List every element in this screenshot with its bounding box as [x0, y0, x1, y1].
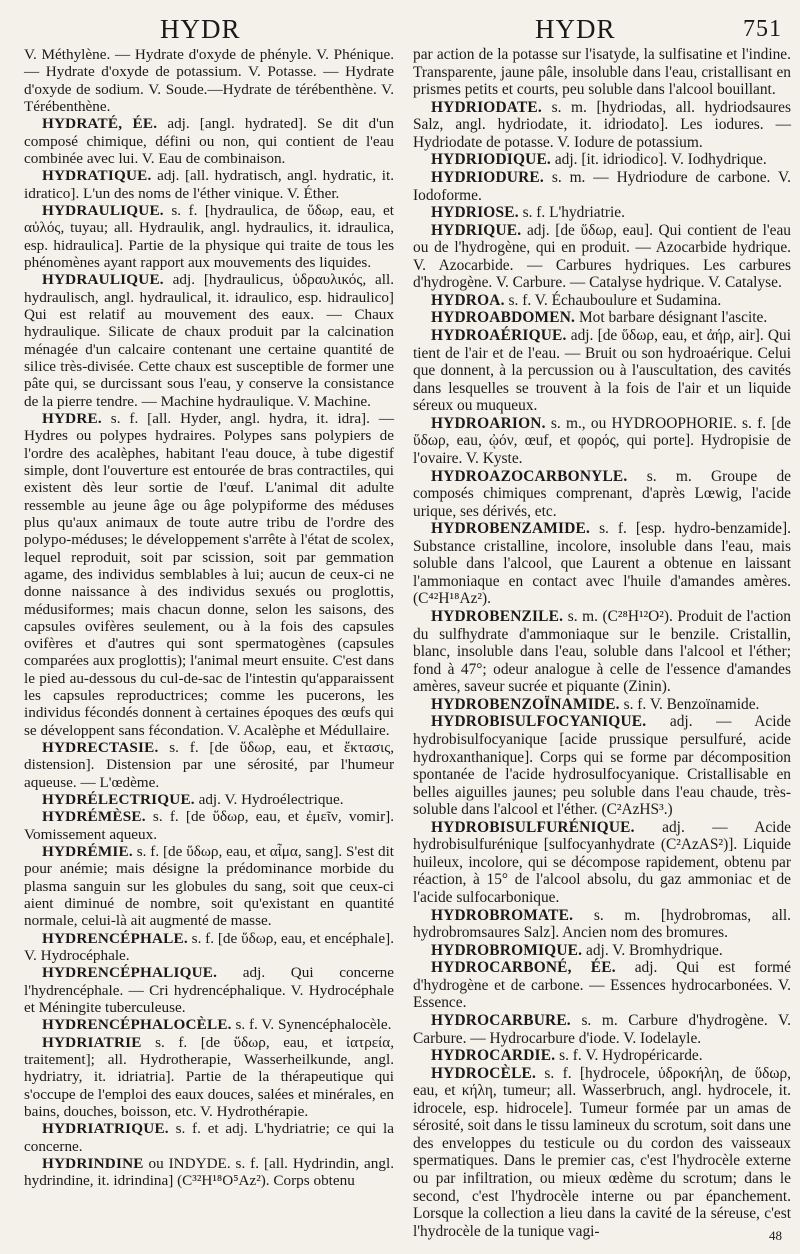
entry-definition: adj. Qui concerne l'hydrencéphale. — Cri hydrencéphalique. V. Hydrocéphale et Méningite tuberculeuse. [24, 964, 395, 1017]
entry-definition: adj. [de ὕδωρ, eau, et ἀήρ, air]. Qui tient de l'air et de l'eau. — Bruit ou son hydroaérique. Celui que donnent, à la percussion ou à l'auscultation, des cavités dans lesquelles se trouvent à la fois de l'air et un liquide séreux ou muqueux. [413, 327, 791, 415]
entry-definition: s. f. [hydraulica, de ὕδωρ, eau, et αὐλός, tuyau; all. Hydraulik, angl. hydraulics, it. idraulica, esp. hidraulica]. Partie de la physique qui traite de tous les phénomènes ayant rapport aux mouvements des liquides. [24, 201, 394, 271]
entry-headword: HYDRENCÉPHALIQUE. [42, 964, 218, 982]
entry-headword: HYDRIODIQUE. [431, 151, 551, 169]
entry-definition: s. m. (C²⁸H¹²O²). Produit de l'action du sulfhydrate d'ammoniaque sur le benzile. Cristallin, blanc, insoluble dans l'eau, soluble dans l'alcool et l'éther; fond à 47°; odeur analogue à celle de l'essence d'amandes amères, saveur sucrée et piquante (Zinin). [413, 608, 791, 696]
dictionary-entry [24, 1016, 394, 1033]
dictionary-entry [413, 1012, 791, 1047]
dictionary-entry [413, 907, 791, 942]
entry-headword: HYDRATÉ, ÉE. [42, 115, 158, 133]
dictionary-entry [24, 46, 394, 115]
entry-definition: s. f. [de ὕδωρ, eau, et encéphale]. V. Hydrocéphale. [24, 929, 394, 965]
entry-definition: s. m., ou HYDROOPHORIE. s. f. [de ὕδωρ, eau, ᾠόν, œuf, et φορός, qui porte]. Hydropisie de l'ovaire. V. Kyste. [413, 414, 791, 467]
entry-headword: HYDRECTASIE. [42, 739, 159, 757]
entry-definition: adj. V. Hydroélectrique. [198, 791, 344, 809]
entry-headword: HYDRAULIQUE. [42, 201, 164, 219]
entry-headword: HYDRÉMIE. [42, 843, 133, 861]
dictionary-entry [24, 202, 394, 271]
entry-definition: s. f. [de ὕδωρ, eau, et ἐμεῖν, vomir]. Vomissement aqueux. [24, 808, 394, 843]
entry-headword: HYDRE. [42, 409, 102, 427]
entry-definition: s. f. [de ὕδωρ, eau, et ἰατρεία, traitement]; all. Hydrotherapie, Wasserheilkunde, angl. hydriatry, it. idriatria]. Partie de la thérapeutique qui s'occupe de l'emploi des eaux douces, salées et minérales, en bains, douches, boisson, etc. V. Hydrothérapie. [24, 1033, 394, 1121]
entry-headword: HYDRIQUE. [431, 221, 522, 239]
dictionary-entry [413, 1065, 791, 1241]
entry-definition: adj. [it. idriodico]. V. Iodhydrique. [554, 151, 767, 169]
entry-definition: s. m. [hydrobromas, all. hydrobromsaures Salz]. Ancien nom des bromures. [413, 906, 791, 942]
dictionary-entry [413, 46, 791, 99]
entry-headword: HYDROAÉRIQUE. [431, 327, 567, 344]
entry-headword: HYDRINDINE [42, 1155, 144, 1172]
left-column [24, 46, 394, 1190]
entry-definition: adj. [all. hydratisch, angl. hydratic, it. idratico]. L'un des noms de l'éther vinique. V. Éther. [24, 167, 395, 202]
right-column [413, 46, 791, 1240]
entry-headword: HYDROABDOMEN. [431, 309, 576, 327]
running-head-right: HYDR [535, 14, 616, 44]
entry-definition: s. f. V. Hydropéricarde. [559, 1047, 703, 1065]
dictionary-entry [24, 808, 394, 843]
signature-mark: 48 [769, 1228, 782, 1243]
entry-definition: adj. — Acide hydrobisulfurénique [sulfocyanhydrate (C²AzAS²)]. Liquide huileux, incolore, qui se décompose rapidement, obtenu par réaction, à 15° de l'alcool absolu, du gaz ammoniac et de l'acide sulfocarbonique. [413, 818, 791, 906]
entry-headword: HYDROBROMATE. [431, 906, 574, 924]
entry-definition: s. f. [de ὕδωρ, eau, et αἷμα, sang]. S'est dit pour anémie; mais désigne la prédominance morbide du plasma sanguin sur les globules du sang, soit que ceux-ci aient diminué de nombre, soit qu'existant en quantité normale, celui-là ait augmenté de masse. [24, 843, 395, 930]
dictionary-entry [413, 415, 791, 468]
dictionary-entry [413, 520, 791, 608]
entry-headword: HYDROCARDIE. [431, 1047, 556, 1065]
entry-definition: adj. V. Bromhydrique. [586, 941, 723, 959]
dictionary-entry [24, 1155, 394, 1190]
dictionary-entry [24, 167, 394, 202]
dictionary-entry [413, 713, 791, 818]
entry-definition: s. f. [all. Hyder, angl. hydra, it. idra]. — Hydres ou polypes hydraires. Polypes sans polypiers de l'ordre des acalèphes, habitant l'eau douce, à tube digestif simple, dont l'ouverture est entourée de bras contractiles, qui existent dès leur sortie de l'œuf. L'animal dit adulte ressemble au jeune âge ou âge polypiforme des méduses plus qu'aux animaux de toute autre tribu de l'ordre des polypo-méduses; le développement s'arrête à l'état de scolex, lequel reproduit, soit par scission, soit par gemmation agame, des individus semblables à lui; aucun de ceux-ci ne donne naissance à des individus sexués ou proglottis, médusiformes; mais chacun donne, selon les saisons, des capsules ovifères seulement, ou à la fois des capsules ovifères et d'autres qui sont spermatogènes (capsules comparées aux proglottis); l'animal meurt ensuite. C'est dans le pied au-dessous du cul-de-sac de l'intestin qu'apparaissent les capsules reproductrices; comme les pucerons, les individus fécondés donnent à certaines époques des œufs qui se développent sans fécondation. V. Acalèphe et Médullaire. [24, 409, 395, 739]
entry-definition: adj. — Acide hydrobisulfocyanique [acide prussique persulfuré, acide hydroxanthanique]. Corps qui se forme par décomposition spontanée de l'acide hydrosulfocyanique. Cristallisable en belles aiguilles jaunes; peu soluble dans l'eau chaude, très-soluble dans l'alcool et l'éther. (C²AzHS³.) [413, 713, 791, 819]
dictionary-entry [24, 1034, 394, 1121]
dictionary-entry [413, 959, 791, 1012]
entry-definition: s. f. [de ὕδωρ, eau, et ἔκτασις, distension]. Distension par une sérosité, par l'humeur aqueuse. — L'œdème. [24, 739, 395, 791]
dictionary-entry [24, 930, 394, 965]
entry-definition: s. m. [hydriodas, all. hydriodsaures Salz, angl. hydriodate, it. idriodato]. Les iodures. — Hydriodate de potasse. V. Iodure de potassium. [413, 98, 791, 151]
entry-definition: s. m. Carbure d'hydrogène. V. Carbure. — Hydrocarbure d'iode. V. Iodelayle. [413, 1011, 791, 1047]
entry-definition: adj. [hydraulicus, ὑδραυλικός, all. hydraulisch, angl. hydraulical, it. idraulico, esp. hidraulico] Qui est relatif au mouvement des eaux. — Chaux hydraulique. Silicate de chaux produit par la calcination ménagée d'un calcaire contenant une certaine quantité de silice très-divisée. Cette chaux est susceptible de former une pâte qui, se durcissant sous l'eau, y conserve la consistance de la pierre tendre. — Machine hydraulique. V. Machine. [24, 271, 394, 410]
dictionary-entry [413, 696, 791, 714]
entry-headword: HYDROBISULFURÉNIQUE. [431, 818, 635, 836]
dictionary-entry [413, 608, 791, 696]
dictionary-entry [24, 739, 394, 791]
entry-headword: HYDRENCÉPHALE. [42, 929, 188, 947]
entry-definition: s. f. L'hydriatrie. [522, 204, 625, 222]
entry-headword: HYDROCARBURE. [431, 1011, 571, 1029]
dictionary-entry [24, 843, 394, 930]
page-number: 751 [743, 16, 782, 42]
entry-headword: HYDROA. [431, 291, 505, 309]
entry-headword: HYDROBENZOÏNAMIDE. [431, 695, 620, 713]
dictionary-entry [413, 327, 791, 415]
entry-headword: HYDROCARBONÉ, ÉE. [431, 959, 616, 977]
dictionary-entry [24, 964, 394, 1016]
entry-definition: adj. [de ὕδωρ, eau]. Qui contient de l'eau ou de l'hydrogène, qui en produit. — Azocarbide hydrique. V. Azocarbide. — Carbures hydriques. Les carbures d'hydrogène. V. Carbure. — Catalyse hydrique. V. Catalyse. [413, 221, 791, 292]
entry-headword: HYDRIATRIE [42, 1033, 142, 1051]
dictionary-entry [24, 271, 394, 410]
entry-definition: s. m. Groupe de composés chimiques comprenant, d'après Lœwig, l'acide urique, ses dérivés, etc. [413, 467, 791, 520]
dictionary-entry [24, 410, 394, 739]
entry-headword: HYDROBISULFOCYANIQUE. [431, 713, 647, 731]
dictionary-entry [413, 222, 791, 292]
entry-definition: s. m. — Hydriodure de carbone. V. Iodoforme. [413, 168, 791, 204]
entry-headword: HYDRAULIQUE. [42, 271, 164, 289]
entry-headword: HYDROBENZILE. [431, 608, 564, 625]
dictionary-entry [413, 942, 791, 960]
entry-headword: HYDRIODATE. [431, 98, 542, 116]
entry-definition: s. f. V. Benzoïnamide. [623, 695, 760, 713]
entry-definition: s. f. V. Échauboulure et Sudamina. [508, 291, 722, 309]
entry-headword: HYDROCÈLE. [431, 1064, 537, 1082]
dictionary-entry [24, 115, 394, 167]
entry-headword: HYDRATIQUE. [42, 167, 152, 185]
entry-definition: s. f. [esp. hydro-benzamide]. Substance cristalline, incolore, insoluble dans l'eau, mais soluble dans l'alcool, que Laurent a obtenue en laissant l'ammoniaque en contact avec l'huile d'amandes amères. (C⁴²H¹⁸Az²). [413, 520, 791, 608]
entry-headword: HYDRIODURE. [431, 168, 544, 186]
dictionary-entry [413, 292, 791, 310]
entry-headword: HYDRIOSE. [431, 204, 519, 222]
entry-definition: par action de la potasse sur l'isatyde, la sulfisatine et l'indine. Transparente, jaune pâle, insoluble dans l'eau, cristallisant en prismes petits et courts, peu soluble dans l'alcool bouillant. [413, 46, 791, 99]
entry-definition: s. f. [hydrocele, ὑδροκήλη, de ὕδωρ, eau, et κήλη, tumeur; all. Wasserbruch, angl. hydrocele, it. idrocele, esp. hidrocele]. Tumeur formée par un amas de sérosité, soit dans le tissu lamineux du scrotum, soit dans une des enveloppes du testicule ou du cordon des vaisseaux spermatiques. Dans le premier cas, c'est l'hydrocèle externe ou par infiltration, ou mieux œdème du scrotum; dans le second, c'est l'hydrocèle interne ou par épanchement. Lorsque la collection a lieu dans la cavité de la séreuse, c'est l'hydrocèle de la tunique vagi- [413, 1064, 791, 1240]
dictionary-entry [413, 99, 791, 152]
dictionary-entry [413, 309, 791, 327]
dictionary-entry [24, 791, 394, 808]
entry-definition: Mot barbare désignant l'ascite. [578, 309, 768, 327]
entry-definition: adj. Qui est formé d'hydrogène et de carbone. — Essences hydrocarbonées. V. Essence. [413, 959, 791, 1012]
entry-headword: HYDROBENZAMIDE. [431, 520, 591, 538]
entry-definition: adj. [angl. hydrated]. Se dit d'un composé chimique, défini ou non, qui contient de l'eau combinée avec lui. V. Eau de combinaison. [24, 115, 394, 167]
dictionary-entry [413, 204, 791, 222]
dictionary-entry [413, 819, 791, 907]
entry-headword: HYDRENCÉPHALOCÈLE. [42, 1016, 232, 1034]
entry-definition: s. f. et adj. L'hydriatrie; ce qui la concerne. [24, 1120, 394, 1155]
entry-headword: HYDROBROMIQUE. [431, 941, 583, 959]
entry-headword: HYDRÉLECTRIQUE. [42, 791, 195, 809]
entry-headword: HYDROARION. [431, 414, 546, 432]
entry-headword: HYDRÉMÈSE. [42, 808, 146, 826]
entry-definition: s. f. V. Synencéphalocèle. [235, 1016, 392, 1034]
dictionary-entry [413, 151, 791, 169]
entry-definition: ou INDYDE. s. f. [all. Hydrindin, angl. hydrindine, it. idrindina] (C³²H¹⁸O⁵Az²). Corps obtenu [24, 1155, 394, 1190]
dictionary-entry [24, 1120, 394, 1155]
dictionary-entry [413, 1047, 791, 1065]
running-head-left: HYDR [160, 14, 241, 44]
dictionary-entry [413, 169, 791, 204]
entry-headword: HYDROAZOCARBONYLE. [431, 467, 628, 485]
entry-headword: HYDRIATRIQUE. [42, 1120, 169, 1138]
entry-definition: V. Méthylène. — Hydrate d'oxyde de phényle. V. Phénique. — Hydrate d'oxyde de potassium. V. Potasse. — Hydrate d'oxyde de sodium. V. Soude.—Hydrate de térébenthène. V. Térébenthène. [24, 46, 394, 115]
dictionary-entry [413, 468, 791, 521]
